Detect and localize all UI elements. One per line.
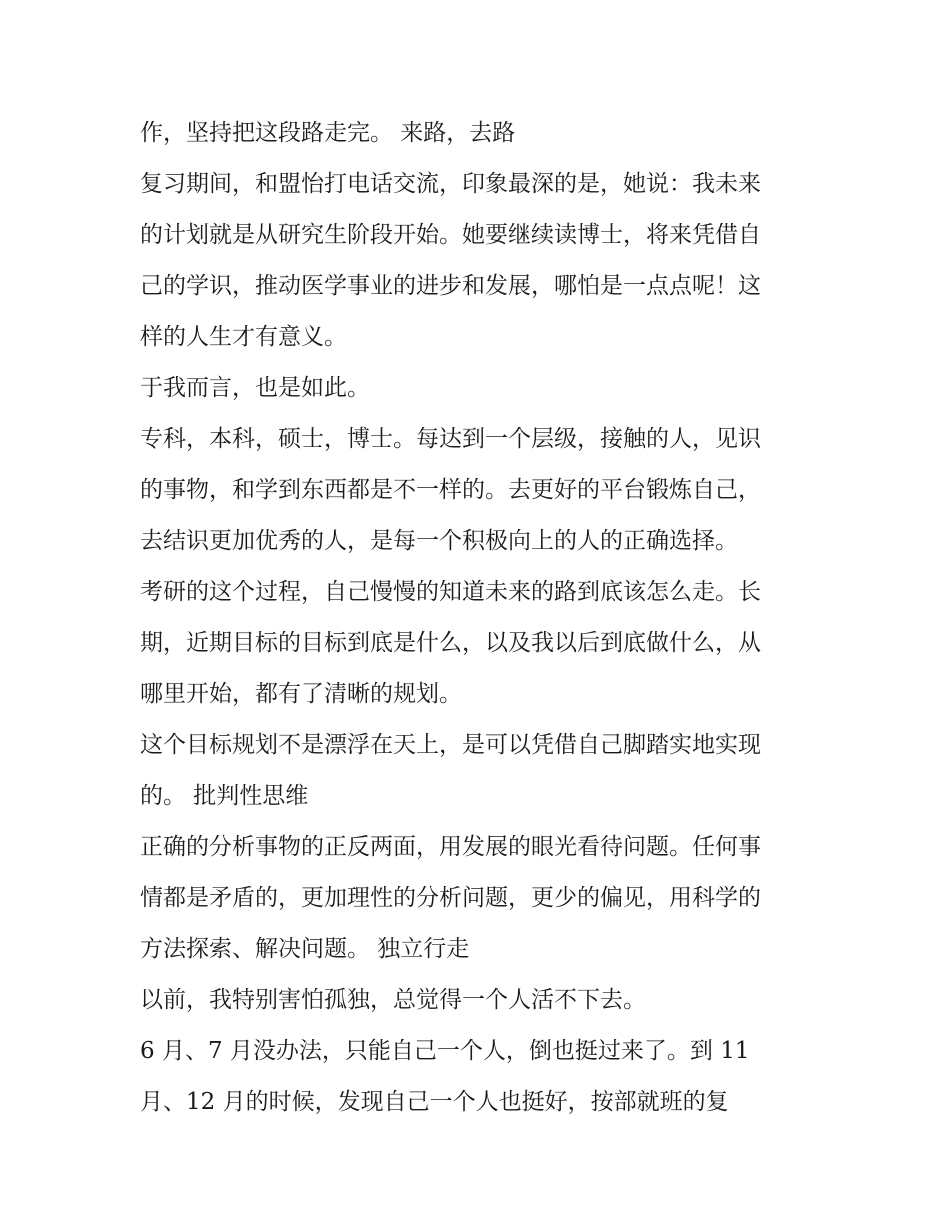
text-line: 的事物，和学到东西都是不一样的。去更好的平台锻炼自己， bbox=[140, 477, 761, 503]
text-line: 样的人生才有意义。 bbox=[140, 324, 347, 350]
text-line: 的。 批判性思维 bbox=[140, 783, 309, 809]
text-line: 作，坚持把这段路走完。 来路，去路 bbox=[140, 120, 516, 146]
text-line: 月、12 月的时候，发现自己一个人也挺好，按部就班的复 bbox=[140, 1089, 729, 1115]
text-line: 哪里开始，都有了清晰的规划。 bbox=[140, 681, 462, 707]
text-line: 考研的这个过程，自己慢慢的知道未来的路到底该怎么走。长 bbox=[140, 579, 761, 605]
body-text bbox=[140, 108, 820, 1128]
text-line: 以前，我特别害怕孤独，总觉得一个人活不下去。 bbox=[140, 987, 646, 1013]
text-line: 6 月、7 月没办法，只能自己一个人，倒也挺过来了。到 11 bbox=[140, 1038, 750, 1064]
text-line: 的计划就是从研究生阶段开始。她要继续读博士，将来凭借自 bbox=[140, 222, 761, 248]
text-line: 于我而言，也是如此。 bbox=[140, 375, 370, 401]
text-line: 去结识更加优秀的人，是每一个积极向上的人的正确选择。 bbox=[140, 528, 738, 554]
text-line: 方法探索、解决问题。 独立行走 bbox=[140, 936, 470, 962]
text-line: 情都是矛盾的，更加理性的分析问题，更少的偏见，用科学的 bbox=[140, 885, 761, 911]
text-line: 正确的分析事物的正反两面，用发展的眼光看待问题。任何事 bbox=[140, 834, 761, 860]
text-line: 这个目标规划不是漂浮在天上，是可以凭借自己脚踏实地实现 bbox=[140, 732, 761, 758]
text-line: 复习期间，和盟怡打电话交流，印象最深的是，她说：我未来 bbox=[140, 171, 761, 197]
text-line: 专科，本科，硕士，博士。每达到一个层级，接触的人，见识 bbox=[140, 426, 761, 452]
text-line: 己的学识，推动医学事业的进步和发展，哪怕是一点点呢！这 bbox=[140, 273, 761, 299]
text-line: 期，近期目标的目标到底是什么，以及我以后到底做什么，从 bbox=[140, 630, 761, 656]
